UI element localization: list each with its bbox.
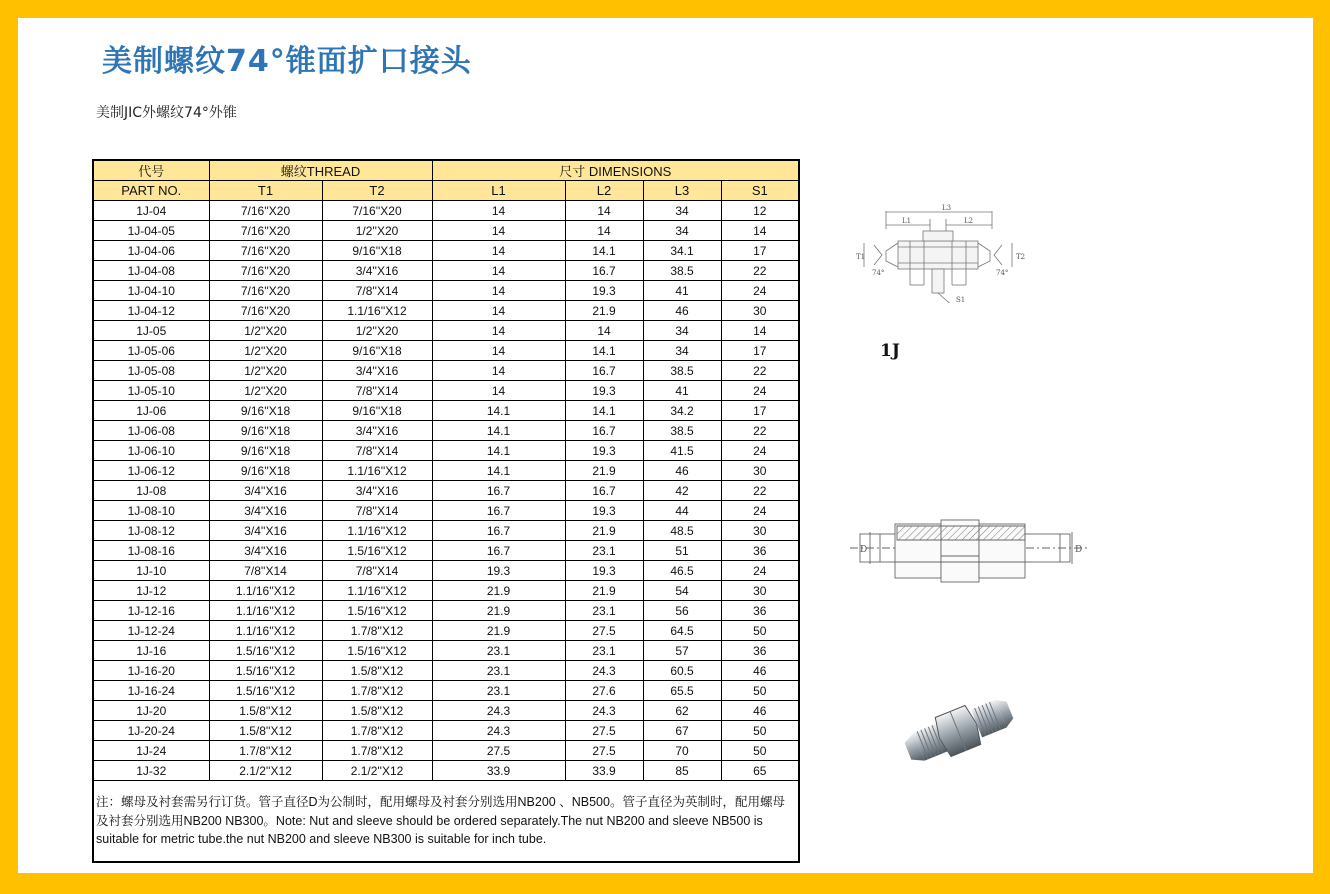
- cell-s1: 36: [721, 541, 799, 561]
- cell-t1: 1.5/16''X12: [209, 681, 322, 701]
- cell-t1: 1.5/8''X12: [209, 701, 322, 721]
- cell-part-no: 1J-05-06: [93, 341, 209, 361]
- cell-l2: 19.3: [565, 561, 643, 581]
- table-row: [93, 201, 799, 221]
- cell-t2: 1.5/8''X12: [322, 661, 432, 681]
- table-row: [93, 681, 799, 701]
- cell-t1: 1.5/16''X12: [209, 641, 322, 661]
- cell-part-no: 1J-05-10: [93, 381, 209, 401]
- cell-t1: 3/4''X16: [209, 481, 322, 501]
- cell-l2: 21.9: [565, 521, 643, 541]
- cell-l3: 65.5: [643, 681, 721, 701]
- group-header-row: [93, 160, 799, 181]
- cell-part-no: 1J-08-12: [93, 521, 209, 541]
- table-row: [93, 701, 799, 721]
- cell-l3: 46: [643, 301, 721, 321]
- cell-part-no: 1J-06-08: [93, 421, 209, 441]
- cell-part-no: 1J-05-08: [93, 361, 209, 381]
- table-row: [93, 241, 799, 261]
- cell-l3: 56: [643, 601, 721, 621]
- cell-l2: 21.9: [565, 301, 643, 321]
- cell-s1: 65: [721, 761, 799, 781]
- cell-t2: 1.5/8''X12: [322, 701, 432, 721]
- cell-t2: 3/4''X16: [322, 261, 432, 281]
- column-header-row: [93, 181, 799, 201]
- cell-l1: 24.3: [432, 701, 565, 721]
- cell-t1: 9/16''X18: [209, 461, 322, 481]
- table-row: [93, 561, 799, 581]
- table-row: [93, 721, 799, 741]
- table-row: [93, 661, 799, 681]
- cell-t1: 1.1/16''X12: [209, 621, 322, 641]
- cell-l2: 14.1: [565, 401, 643, 421]
- cell-t1: 7/16''X20: [209, 281, 322, 301]
- cell-l3: 70: [643, 741, 721, 761]
- cell-l3: 42: [643, 481, 721, 501]
- cell-l1: 19.3: [432, 561, 565, 581]
- cell-t2: 1.1/16''X12: [322, 581, 432, 601]
- cell-l3: 64.5: [643, 621, 721, 641]
- cell-part-no: 1J-04-06: [93, 241, 209, 261]
- dim-label-l2: L2: [964, 217, 974, 225]
- cell-s1: 30: [721, 301, 799, 321]
- cell-part-no: 1J-06-10: [93, 441, 209, 461]
- cell-l2: 19.3: [565, 381, 643, 401]
- cell-t2: 3/4''X16: [322, 481, 432, 501]
- cell-l2: 14: [565, 321, 643, 341]
- cell-s1: 17: [721, 341, 799, 361]
- cell-t2: 9/16''X18: [322, 401, 432, 421]
- table-row: [93, 301, 799, 321]
- cell-l2: 27.5: [565, 621, 643, 641]
- cell-part-no: 1J-12-16: [93, 601, 209, 621]
- table-row: [93, 601, 799, 621]
- cell-t2: 1/2''X20: [322, 221, 432, 241]
- cell-part-no: 1J-04-05: [93, 221, 209, 241]
- assembly-drawing: [850, 496, 1090, 606]
- cell-s1: 24: [721, 381, 799, 401]
- column-header-t2: T2: [322, 181, 432, 201]
- table-row: [93, 741, 799, 761]
- cell-part-no: 1J-08-10: [93, 501, 209, 521]
- cell-l1: 14.1: [432, 401, 565, 421]
- table-row: [93, 421, 799, 441]
- cell-s1: 22: [721, 421, 799, 441]
- group-header-thread: 螺纹THREAD: [209, 160, 432, 181]
- cell-l1: 14: [432, 201, 565, 221]
- page-canvas: [18, 18, 1313, 873]
- cell-s1: 30: [721, 461, 799, 481]
- cell-l2: 33.9: [565, 761, 643, 781]
- cell-l3: 57: [643, 641, 721, 661]
- cell-l1: 14: [432, 301, 565, 321]
- table-row: [93, 261, 799, 281]
- cell-part-no: 1J-04-08: [93, 261, 209, 281]
- spec-table: [92, 159, 800, 863]
- cell-part-no: 1J-08: [93, 481, 209, 501]
- cell-l3: 60.5: [643, 661, 721, 681]
- cell-l1: 14: [432, 261, 565, 281]
- cell-t2: 1.5/16''X12: [322, 641, 432, 661]
- cell-l3: 41: [643, 381, 721, 401]
- cell-l1: 14: [432, 221, 565, 241]
- cell-l1: 21.9: [432, 581, 565, 601]
- cell-t1: 7/16''X20: [209, 301, 322, 321]
- cell-part-no: 1J-20-24: [93, 721, 209, 741]
- cell-s1: 22: [721, 481, 799, 501]
- cell-t2: 1.7/8''X12: [322, 621, 432, 641]
- cell-s1: 30: [721, 581, 799, 601]
- cell-l1: 14: [432, 341, 565, 361]
- cell-l3: 34.2: [643, 401, 721, 421]
- dim-label-l1: L1: [902, 217, 912, 225]
- cell-l1: 14: [432, 321, 565, 341]
- cell-t1: 7/16''X20: [209, 241, 322, 261]
- cell-part-no: 1J-05: [93, 321, 209, 341]
- cell-l2: 19.3: [565, 281, 643, 301]
- cell-s1: 17: [721, 401, 799, 421]
- cell-s1: 12: [721, 201, 799, 221]
- cell-part-no: 1J-10: [93, 561, 209, 581]
- cell-t1: 1.7/8''X12: [209, 741, 322, 761]
- cell-t1: 3/4''X16: [209, 501, 322, 521]
- cell-l1: 33.9: [432, 761, 565, 781]
- group-header-dimensions: 尺寸 DIMENSIONS: [432, 160, 799, 181]
- cell-t1: 1.1/16''X12: [209, 601, 322, 621]
- cell-l1: 14.1: [432, 461, 565, 481]
- cell-part-no: 1J-04-12: [93, 301, 209, 321]
- cell-l1: 16.7: [432, 521, 565, 541]
- cell-l2: 16.7: [565, 261, 643, 281]
- cell-l1: 14: [432, 361, 565, 381]
- cell-t2: 1.7/8''X12: [322, 741, 432, 761]
- table-row: [93, 621, 799, 641]
- cell-part-no: 1J-04: [93, 201, 209, 221]
- cell-l1: 21.9: [432, 601, 565, 621]
- cell-l1: 21.9: [432, 621, 565, 641]
- cell-t2: 9/16''X18: [322, 341, 432, 361]
- cell-l3: 34: [643, 321, 721, 341]
- cell-s1: 17: [721, 241, 799, 261]
- table-row: [93, 581, 799, 601]
- cell-l3: 34: [643, 201, 721, 221]
- cell-part-no: 1J-20: [93, 701, 209, 721]
- column-header-t1: T1: [209, 181, 322, 201]
- cell-s1: 50: [721, 681, 799, 701]
- cell-l2: 14.1: [565, 241, 643, 261]
- cell-s1: 46: [721, 661, 799, 681]
- cell-part-no: 1J-04-10: [93, 281, 209, 301]
- cell-l2: 16.7: [565, 421, 643, 441]
- cell-l2: 27.5: [565, 721, 643, 741]
- cell-l2: 23.1: [565, 641, 643, 661]
- cell-part-no: 1J-24: [93, 741, 209, 761]
- table-row: [93, 481, 799, 501]
- cell-l1: 16.7: [432, 501, 565, 521]
- cell-s1: 14: [721, 321, 799, 341]
- cell-t1: 9/16''X18: [209, 401, 322, 421]
- cell-part-no: 1J-16: [93, 641, 209, 661]
- cell-t2: 7/8''X14: [322, 281, 432, 301]
- cell-l1: 23.1: [432, 641, 565, 661]
- cell-t2: 1.5/16''X12: [322, 541, 432, 561]
- cell-l1: 23.1: [432, 661, 565, 681]
- cell-t2: 7/8''X14: [322, 561, 432, 581]
- table-row: [93, 321, 799, 341]
- cell-s1: 24: [721, 501, 799, 521]
- cell-t2: 1.1/16''X12: [322, 461, 432, 481]
- table-row: [93, 761, 799, 781]
- note-row: [93, 781, 799, 863]
- column-header-s1: S1: [721, 181, 799, 201]
- cell-s1: 36: [721, 641, 799, 661]
- cell-s1: 50: [721, 741, 799, 761]
- page-title: 美制螺纹74°锥面扩口接头: [102, 44, 472, 79]
- cell-l3: 41: [643, 281, 721, 301]
- cell-s1: 24: [721, 441, 799, 461]
- cell-t1: 1.1/16''X12: [209, 581, 322, 601]
- column-header-part-no: PART NO.: [93, 181, 209, 201]
- cell-t1: 7/8''X14: [209, 561, 322, 581]
- cell-part-no: 1J-06-12: [93, 461, 209, 481]
- dim-label-t1: T1: [856, 253, 866, 261]
- cell-part-no: 1J-32: [93, 761, 209, 781]
- cell-l3: 34: [643, 221, 721, 241]
- cell-l3: 62: [643, 701, 721, 721]
- cell-t1: 7/16''X20: [209, 261, 322, 281]
- cell-l3: 34.1: [643, 241, 721, 261]
- cell-l2: 16.7: [565, 481, 643, 501]
- cell-l1: 16.7: [432, 541, 565, 561]
- cell-t2: 7/8''X14: [322, 501, 432, 521]
- cell-l1: 16.7: [432, 481, 565, 501]
- cell-t2: 1.1/16''X12: [322, 301, 432, 321]
- cell-s1: 30: [721, 521, 799, 541]
- cell-s1: 46: [721, 701, 799, 721]
- cell-t2: 7/8''X14: [322, 441, 432, 461]
- cell-t1: 1/2''X20: [209, 321, 322, 341]
- table-note: 注：螺母及衬套需另行订货。管子直径D为公制时，配用螺母及衬套分别选用NB200 、NB500。管子直径为英制时，配用螺母及衬套分别选用NB200 NB300。Note: Nut and sleeve should be ordered separately.The nut NB200 and sleeve NB500 is suitable for metric tube.the nut NB200 and sleeve NB300 is suitable for inch tube.: [93, 781, 799, 863]
- table-row: [93, 381, 799, 401]
- cell-l2: 27.5: [565, 741, 643, 761]
- cell-part-no: 1J-06: [93, 401, 209, 421]
- cell-l3: 38.5: [643, 261, 721, 281]
- cell-l2: 19.3: [565, 441, 643, 461]
- cell-t1: 1.5/8''X12: [209, 721, 322, 741]
- cell-l3: 41.5: [643, 441, 721, 461]
- cell-l3: 34: [643, 341, 721, 361]
- cell-part-no: 1J-12: [93, 581, 209, 601]
- column-header-l1: L1: [432, 181, 565, 201]
- cell-t1: 1/2''X20: [209, 381, 322, 401]
- cell-l1: 27.5: [432, 741, 565, 761]
- cell-t1: 1.5/16''X12: [209, 661, 322, 681]
- dim-label-t2: T2: [1016, 253, 1026, 261]
- cell-l2: 14.1: [565, 341, 643, 361]
- table-row: [93, 441, 799, 461]
- cell-part-no: 1J-12-24: [93, 621, 209, 641]
- cell-l2: 23.1: [565, 541, 643, 561]
- cell-l1: 24.3: [432, 721, 565, 741]
- cell-l3: 44: [643, 501, 721, 521]
- cell-l1: 23.1: [432, 681, 565, 701]
- cell-t1: 7/16''X20: [209, 221, 322, 241]
- cell-l1: 14: [432, 381, 565, 401]
- group-header-code: 代号: [93, 160, 209, 181]
- cell-l2: 14: [565, 221, 643, 241]
- dim-label-angle-right: 74°: [996, 269, 1009, 277]
- cell-t2: 1/2''X20: [322, 321, 432, 341]
- cell-l1: 14: [432, 281, 565, 301]
- table-row: [93, 521, 799, 541]
- cell-t2: 3/4''X16: [322, 361, 432, 381]
- cell-t1: 3/4''X16: [209, 521, 322, 541]
- cell-t2: 2.1/2''X12: [322, 761, 432, 781]
- page-subtitle: 美制JIC外螺纹74°外锥: [96, 105, 237, 121]
- cell-t1: 9/16''X18: [209, 441, 322, 461]
- cell-s1: 24: [721, 561, 799, 581]
- cell-t2: 1.7/8''X12: [322, 721, 432, 741]
- table-row: [93, 281, 799, 301]
- cell-s1: 22: [721, 261, 799, 281]
- cell-l2: 24.3: [565, 701, 643, 721]
- cell-s1: 22: [721, 361, 799, 381]
- product-photo: [898, 686, 1018, 776]
- cell-t2: 9/16''X18: [322, 241, 432, 261]
- part-label: 1J: [880, 341, 900, 361]
- cell-l3: 46: [643, 461, 721, 481]
- cell-l2: 21.9: [565, 581, 643, 601]
- cell-l2: 23.1: [565, 601, 643, 621]
- table-row: [93, 461, 799, 481]
- cell-t2: 7/8''X14: [322, 381, 432, 401]
- cell-t1: 7/16''X20: [209, 201, 322, 221]
- cell-l2: 19.3: [565, 501, 643, 521]
- cell-s1: 24: [721, 281, 799, 301]
- table-row: [93, 501, 799, 521]
- cell-s1: 50: [721, 721, 799, 741]
- cell-l2: 21.9: [565, 461, 643, 481]
- dim-label-angle-left: 74°: [872, 269, 885, 277]
- table-row: [93, 401, 799, 421]
- dim-label-s1: S1: [956, 296, 966, 303]
- table-row: [93, 341, 799, 361]
- cell-t2: 3/4''X16: [322, 421, 432, 441]
- cell-s1: 14: [721, 221, 799, 241]
- cell-l3: 51: [643, 541, 721, 561]
- cell-l1: 14.1: [432, 441, 565, 461]
- table-row: [93, 641, 799, 661]
- dim-label-d-left: D: [860, 545, 868, 555]
- cell-part-no: 1J-08-16: [93, 541, 209, 561]
- cell-t1: 2.1/2''X12: [209, 761, 322, 781]
- cell-part-no: 1J-16-24: [93, 681, 209, 701]
- cell-l3: 85: [643, 761, 721, 781]
- cell-t1: 1/2''X20: [209, 341, 322, 361]
- cell-l3: 67: [643, 721, 721, 741]
- cell-t2: 7/16''X20: [322, 201, 432, 221]
- cell-l2: 24.3: [565, 661, 643, 681]
- column-header-l3: L3: [643, 181, 721, 201]
- cell-l2: 27.6: [565, 681, 643, 701]
- cell-t2: 1.5/16''X12: [322, 601, 432, 621]
- dimension-drawing: [838, 203, 1038, 303]
- cell-t2: 1.7/8''X12: [322, 681, 432, 701]
- cell-part-no: 1J-16-20: [93, 661, 209, 681]
- cell-t1: 1/2''X20: [209, 361, 322, 381]
- table-row: [93, 541, 799, 561]
- cell-l1: 14: [432, 241, 565, 261]
- cell-l2: 14: [565, 201, 643, 221]
- cell-t1: 3/4''X16: [209, 541, 322, 561]
- dim-label-d-right: D: [1075, 545, 1083, 555]
- cell-l3: 46.5: [643, 561, 721, 581]
- column-header-l2: L2: [565, 181, 643, 201]
- cell-l3: 54: [643, 581, 721, 601]
- cell-s1: 50: [721, 621, 799, 641]
- dim-label-l3: L3: [942, 204, 952, 212]
- cell-l1: 14.1: [432, 421, 565, 441]
- cell-l3: 38.5: [643, 421, 721, 441]
- cell-t2: 1.1/16''X12: [322, 521, 432, 541]
- cell-l3: 38.5: [643, 361, 721, 381]
- cell-t1: 9/16''X18: [209, 421, 322, 441]
- table-row: [93, 221, 799, 241]
- table-row: [93, 361, 799, 381]
- cell-l3: 48.5: [643, 521, 721, 541]
- cell-l2: 16.7: [565, 361, 643, 381]
- cell-s1: 36: [721, 601, 799, 621]
